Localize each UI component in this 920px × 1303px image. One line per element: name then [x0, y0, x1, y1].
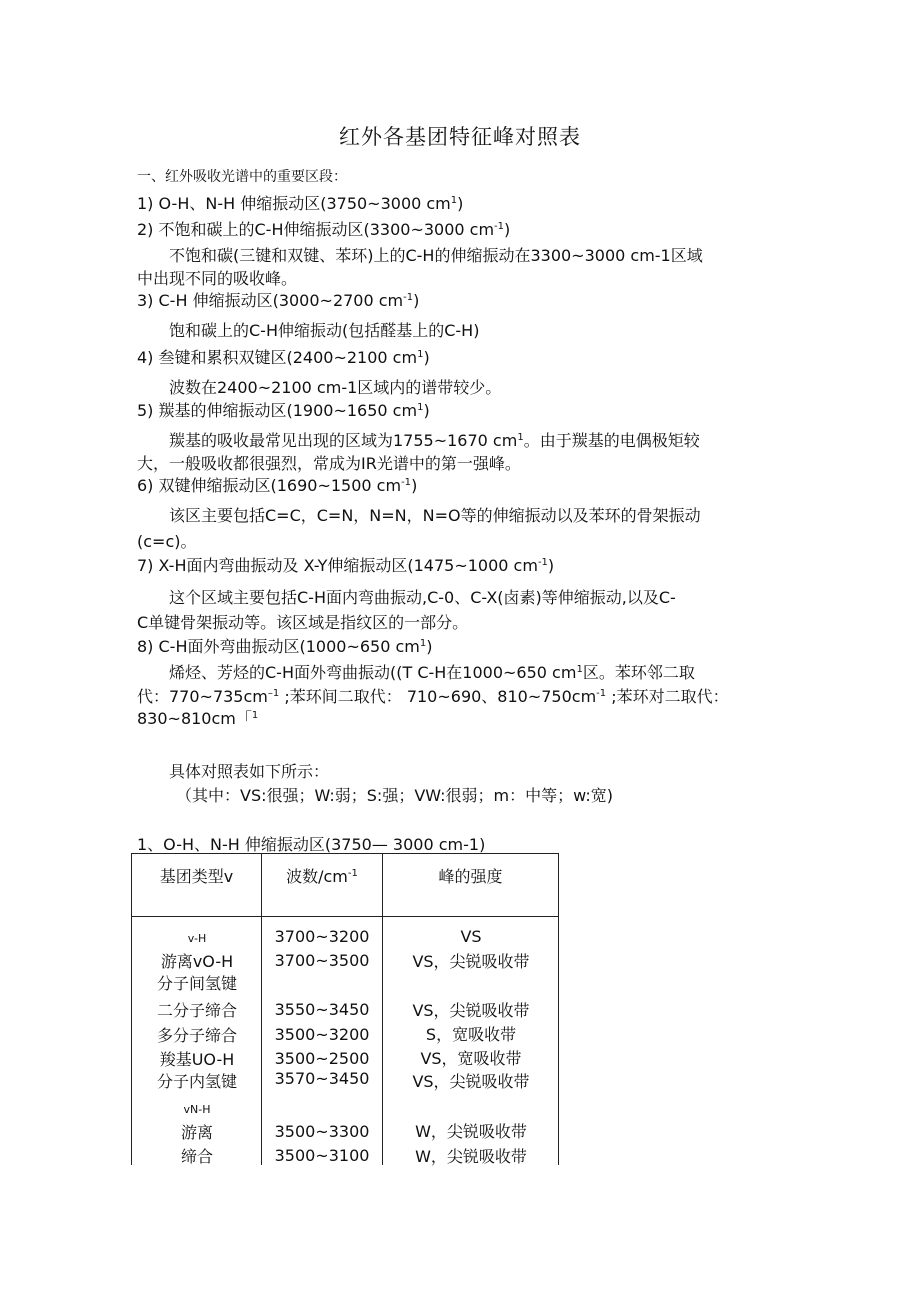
table-caption: 1、O-H、N-H 伸缩振动区(3750— 3000 cm-1): [137, 835, 486, 854]
table-cell-strength: VS，尖锐吸收带: [412, 1001, 530, 1020]
section-2-body-line-1: 不饱和碳(三键和双键、苯环)上的C-H的伸缩振动在3300~3000 cm-1区域: [169, 246, 703, 265]
section-5-body-line-2: 大，一般吸收都很强烈，常成为IR光谱中的第一强峰。: [137, 454, 521, 473]
legend-intro: 具体对照表如下所示：: [169, 762, 330, 781]
section-5-body-line-1: 羰基的吸收最常见出现的区域为1755~1670 $cm^1$。由于羰基的电偶极矩较: [169, 431, 700, 450]
table-cell-type: 羧基UO-H: [159, 1050, 235, 1069]
table-cell-wavenumber: 3570~3450: [274, 1069, 370, 1088]
strength-column: [383, 917, 559, 1166]
table-header-row: [132, 854, 559, 917]
intro-heading: 一、红外吸收光谱中的重要区段：: [137, 169, 347, 185]
table-cell-wavenumber: 3700~3500: [274, 951, 370, 970]
section-8-body-line-2: 代：$770\sim 735cm^{-1}$ ;苯环间二取代： 710~690、$810\sim 750cm^{-1}$ ;苯环对二取代：: [137, 687, 729, 706]
section-8-heading: 8) C-H面外弯曲振动区(1000~650 $cm^1$): [137, 637, 433, 656]
table-cell-strength: S，宽吸收带: [425, 1025, 517, 1044]
group-label-vh: v-H: [187, 932, 207, 945]
table-body-row: [132, 917, 559, 1166]
group-label-nh: vN-H: [183, 1103, 211, 1116]
section-6-body-line-1: 该区主要包括C=C，C=N，N=N，N=O等的伸缩振动以及苯环的骨架振动: [169, 506, 701, 525]
table-cell-type: 缔合: [180, 1147, 213, 1166]
section-4-body: 波数在2400~2100 cm-1区域内的谱带较少。: [169, 378, 502, 397]
section-3-body: 饱和碳上的C-H伸缩振动(包括醛基上的C-H): [169, 321, 480, 340]
type-column: [132, 917, 262, 1166]
table-cell-strength: VS，尖锐吸收带: [412, 952, 530, 971]
table-cell-wavenumber: 3500~3100: [274, 1146, 370, 1165]
table-cell-strength: W，尖锐吸收带: [415, 1147, 527, 1166]
table-cell-type: 多分子缔合: [156, 1026, 237, 1045]
table-cell-wavenumber: 3500~3300: [274, 1122, 370, 1141]
section-8-body-line-3: 830~810cm「$^1$: [137, 709, 259, 728]
section-5-heading: 5) 羰基的伸缩振动区(1900~1650 $cm^1$): [137, 401, 430, 420]
page-title: 红外各基团特征峰对照表: [339, 125, 581, 149]
table-cell-type: 分子间氢键: [156, 974, 237, 993]
section-6-heading: 6) 双键伸缩振动区(1690~1500 $cm^{-1}$): [137, 476, 418, 495]
characteristic-peak-table: [131, 853, 559, 1165]
table-cell-type: 二分子缔合: [156, 1001, 237, 1020]
table-cell-wavenumber: 3700~3200: [274, 927, 370, 946]
column-header-type: 基团类型v: [132, 854, 262, 917]
section-4-heading: 4) 叁键和累积双键区(2400~2100 $cm^1$): [137, 348, 430, 367]
table-cell-strength: VS，宽吸收带: [420, 1049, 522, 1068]
table-cell-wavenumber: 3550~3450: [274, 1000, 370, 1019]
section-2-body-line-2: 中出现不同的吸收峰。: [137, 269, 298, 288]
section-1-heading: 1) O-H、N-H 伸缩振动区(3750~3000 $cm^1$): [137, 194, 464, 213]
column-header-strength: 峰的强度: [383, 854, 559, 917]
section-7-heading: 7) X-H面内弯曲振动及 X-Y伸缩振动区(1475~1000 $cm^{-1}$): [137, 556, 555, 575]
section-6-body-line-2: (c=c)。: [137, 532, 197, 551]
section-2-heading: 2) 不饱和碳上的C-H伸缩振动区(3300~3000 $cm^{-1}$): [137, 220, 511, 239]
table-cell-strength: VS: [460, 927, 482, 946]
table-cell-strength: VS，尖锐吸收带: [412, 1072, 530, 1091]
column-header-wavenumber: 波数$/cm^{-1}$: [262, 854, 383, 917]
section-7-body-line-2: C单键骨架振动等。该区域是指纹区的一部分。: [137, 613, 469, 632]
section-7-body-line-1: 这个区域主要包括C-H面内弯曲振动,C-0、C-X(卤素)等伸缩振动,以及C-: [169, 588, 676, 607]
table-cell-type: 游离vO-H: [160, 952, 234, 971]
table-cell-wavenumber: 3500~3200: [274, 1025, 370, 1044]
table-cell-type: 分子内氢键: [156, 1072, 237, 1091]
legend-abbreviations: （其中：VS:很强；W:弱；S:强；VW:很弱；m：中等；w:宽): [176, 786, 613, 805]
section-8-body-line-1: 烯烃、芳烃的C-H面外弯曲振动((T C-H在1000~650 $cm^1$区。苯环邻二取: [169, 663, 695, 682]
table-cell-type: 游离: [180, 1123, 213, 1142]
table-cell-wavenumber: 3500~2500: [274, 1049, 370, 1068]
section-3-heading: 3) C-H 伸缩振动区(3000~2700 $cm^{-1}$): [137, 291, 420, 310]
table-cell-strength: W，尖锐吸收带: [415, 1122, 527, 1141]
wavenumber-column: [262, 917, 383, 1166]
